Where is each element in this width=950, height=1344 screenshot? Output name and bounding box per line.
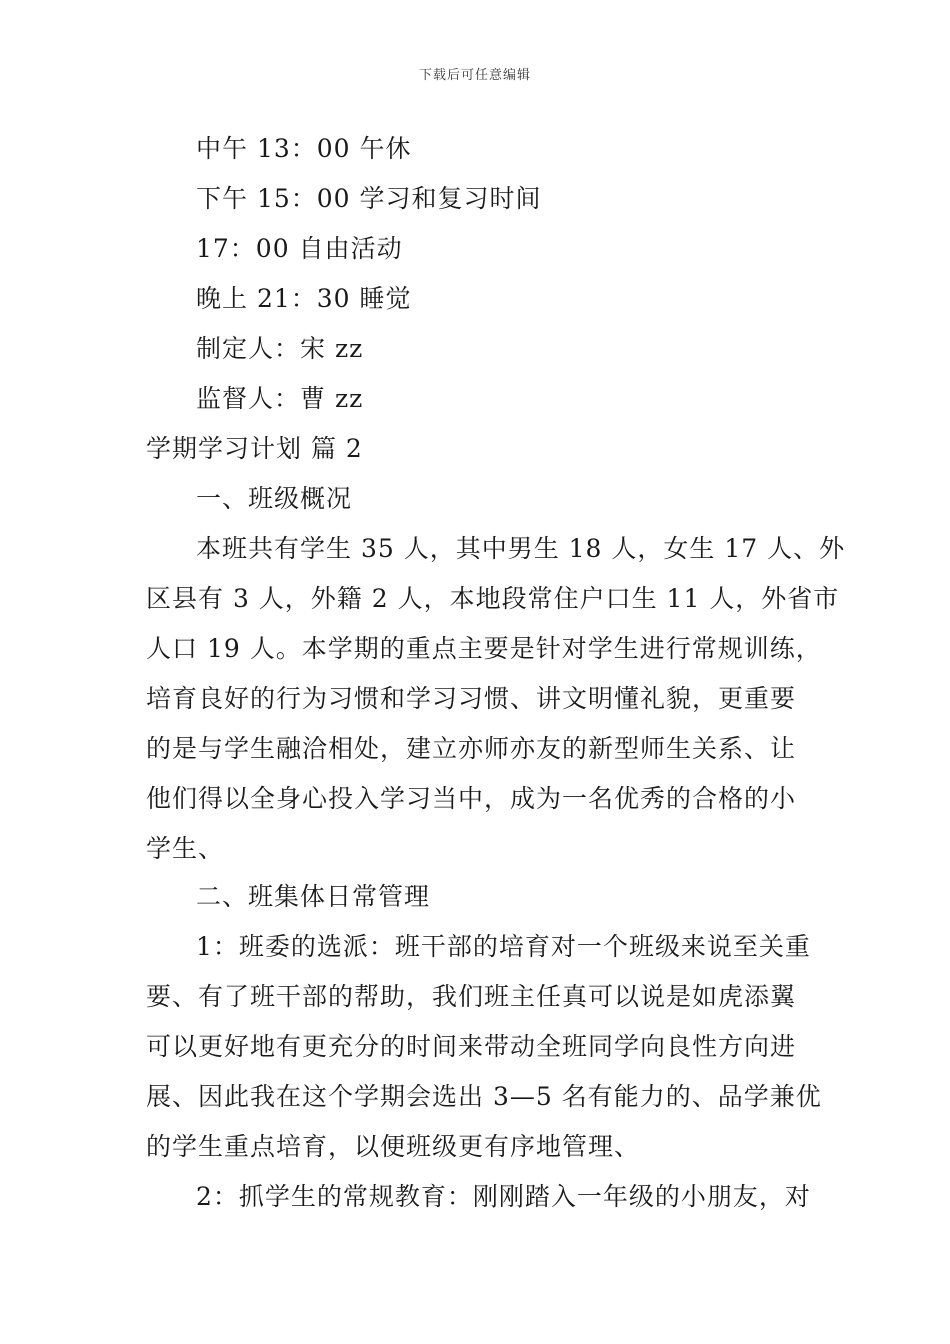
paragraph-line: 可以更好地有更充分的时间来带动全班同学向良性方向进 xyxy=(146,1032,797,1061)
paragraph-line: 培育良好的行为习惯和学习习惯、讲文明懂礼貌，更重要 xyxy=(146,684,797,713)
schedule-line-evening: 晚上 21：30 睡觉 xyxy=(196,284,412,313)
paragraph-line: 他们得以全身心投入学习当中，成为一名优秀的合格的小 xyxy=(146,784,797,813)
heading-class-overview: 一、班级概况 xyxy=(196,484,353,513)
schedule-line-17: 17：00 自由活动 xyxy=(196,234,403,263)
paragraph-line: 区县有 3 人，外籍 2 人，本地段常住户口生 11 人，外省市 xyxy=(146,584,840,613)
maker-line: 制定人：宋 zz xyxy=(196,334,364,363)
paragraph-line: 2：抓学生的常规教育：刚刚踏入一年级的小朋友，对 xyxy=(196,1182,811,1211)
paragraph-line: 本班共有学生 35 人，其中男生 18 人，女生 17 人、外 xyxy=(196,534,846,563)
schedule-line-noon: 中午 13：00 午休 xyxy=(196,134,412,163)
paragraph-line: 的学生重点培育，以便班级更有序地管理、 xyxy=(146,1132,641,1161)
paragraph-line: 学生、 xyxy=(146,834,225,863)
supervisor-line: 监督人：曹 zz xyxy=(196,384,364,413)
paragraph-line: 要、有了班干部的帮助，我们班主任真可以说是如虎添翼 xyxy=(146,982,797,1011)
paragraph-line: 1：班委的选派：班干部的培育对一个班级来说至关重 xyxy=(196,932,811,961)
heading-daily-management: 二、班集体日常管理 xyxy=(196,882,431,911)
paragraph-line: 展、因此我在这个学期会选出 3—5 名有能力的、品学兼优 xyxy=(146,1082,822,1111)
paragraph-line: 人口 19 人。本学期的重点主要是针对学生进行常规训练， xyxy=(146,634,822,663)
schedule-line-afternoon: 下午 15：00 学习和复习时间 xyxy=(196,184,542,213)
section-title: 学期学习计划 篇 2 xyxy=(146,434,363,463)
paragraph-line: 的是与学生融洽相处，建立亦师亦友的新型师生关系、让 xyxy=(146,734,797,763)
page-header: 下载后可任意编辑 xyxy=(418,68,531,83)
